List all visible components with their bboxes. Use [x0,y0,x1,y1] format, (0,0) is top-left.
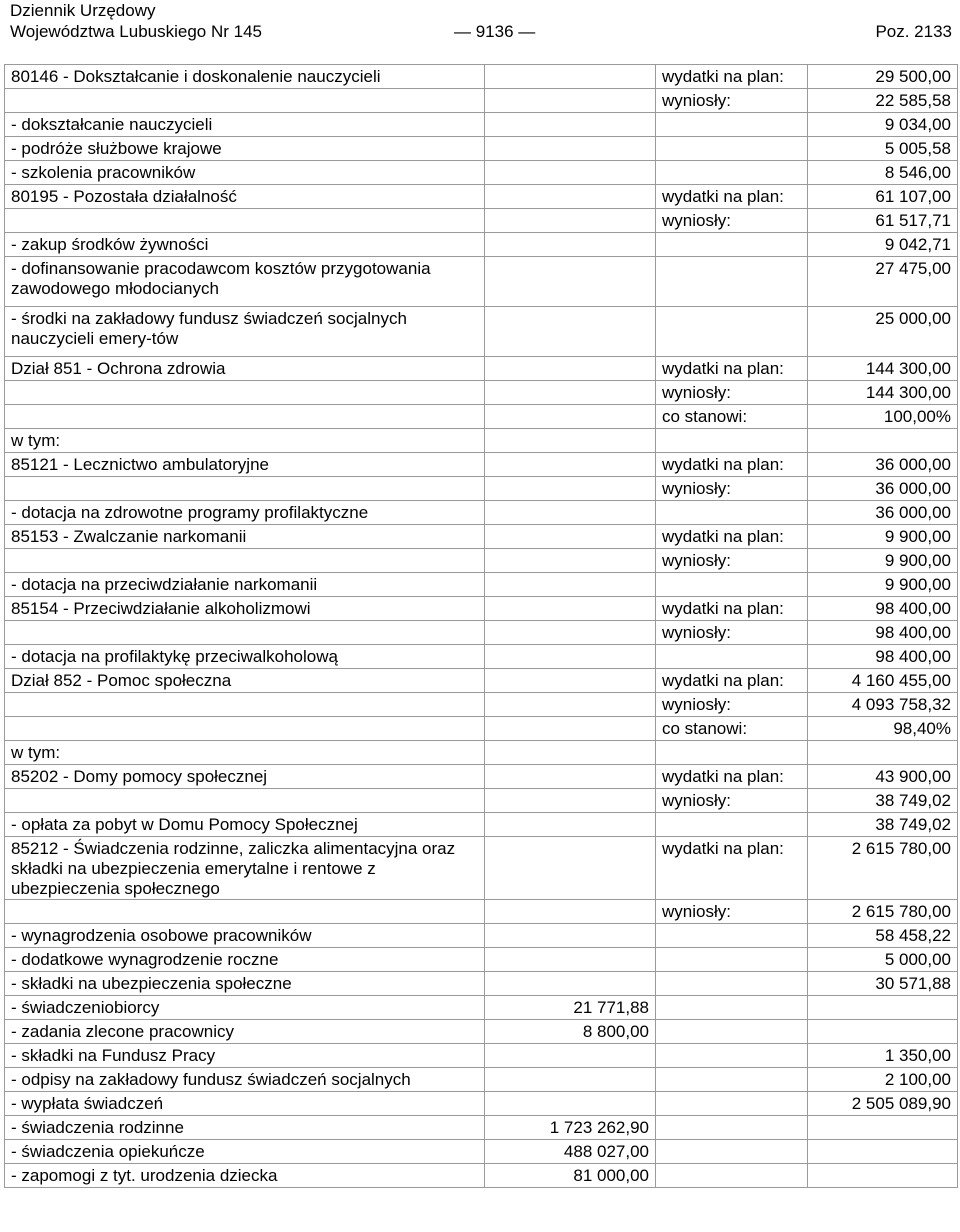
row-value: 2 100,00 [808,1068,958,1092]
table-row [5,1020,958,1044]
table-row [5,113,958,137]
row-description: - składki na ubezpieczenia społeczne [5,972,485,996]
row-description: 85154 - Przeciwdziałanie alkoholizmowi [5,597,485,621]
row-subvalue [485,549,656,573]
table-row [5,161,958,185]
row-label [656,1044,808,1068]
row-subvalue: 8 800,00 [485,1020,656,1044]
row-description [5,717,485,741]
row-description: Dział 852 - Pomoc społeczna [5,669,485,693]
table-row [5,429,958,453]
table-row [5,525,958,549]
row-label: wydatki na plan: [656,357,808,381]
row-label: wydatki na plan: [656,765,808,789]
row-label [656,741,808,765]
row-label: wyniosły: [656,381,808,405]
table-row [5,573,958,597]
row-value [808,996,958,1020]
row-value: 29 500,00 [808,65,958,89]
row-subvalue [485,924,656,948]
row-description [5,693,485,717]
table-row [5,789,958,813]
row-label [656,645,808,669]
row-label [656,137,808,161]
row-value: 61 107,00 [808,185,958,209]
row-label: wydatki na plan: [656,597,808,621]
row-subvalue [485,693,656,717]
table-row [5,65,958,89]
row-label: wydatki na plan: [656,185,808,209]
row-label [656,1068,808,1092]
row-description: - składki na Fundusz Pracy [5,1044,485,1068]
row-value [808,429,958,453]
position-number: Poz. 2133 [875,22,952,41]
row-label: co stanowi: [656,405,808,429]
table-row [5,307,958,357]
row-subvalue [485,741,656,765]
row-description: - dodatkowe wynagrodzenie roczne [5,948,485,972]
row-value: 4 160 455,00 [808,669,958,693]
row-description: - wynagrodzenia osobowe pracowników [5,924,485,948]
row-description: - wypłata świadczeń [5,1092,485,1116]
row-value: 43 900,00 [808,765,958,789]
row-value: 98 400,00 [808,645,958,669]
row-subvalue [485,1044,656,1068]
table-row [5,837,958,900]
row-value: 36 000,00 [808,501,958,525]
row-label: wyniosły: [656,549,808,573]
table-row [5,453,958,477]
budget-table [4,64,958,1188]
row-subvalue: 488 027,00 [485,1140,656,1164]
row-description: Dział 851 - Ochrona zdrowia [5,357,485,381]
row-description [5,477,485,501]
row-label: wydatki na plan: [656,453,808,477]
row-subvalue [485,837,656,900]
row-subvalue [485,597,656,621]
row-label [656,948,808,972]
row-value: 1 350,00 [808,1044,958,1068]
row-label [656,1092,808,1116]
row-label [656,501,808,525]
row-label [656,1140,808,1164]
row-label [656,113,808,137]
row-label [656,429,808,453]
row-value: 9 900,00 [808,549,958,573]
row-label [656,996,808,1020]
row-label [656,307,808,357]
row-description: - dofinansowanie pracodawcom kosztów przygotowania zawodowego młodocianych [5,257,485,307]
row-label: wyniosły: [656,900,808,924]
row-description: w tym: [5,429,485,453]
row-label: wydatki na plan: [656,837,808,900]
row-value: 61 517,71 [808,209,958,233]
row-label: wydatki na plan: [656,525,808,549]
row-subvalue [485,477,656,501]
row-value: 144 300,00 [808,381,958,405]
table-row [5,765,958,789]
row-label [656,1020,808,1044]
row-value: 98 400,00 [808,597,958,621]
row-subvalue [485,307,656,357]
table-row [5,924,958,948]
row-description [5,789,485,813]
row-description: - zadania zlecone pracownicy [5,1020,485,1044]
table-row [5,741,958,765]
table-row [5,996,958,1020]
row-subvalue [485,573,656,597]
row-subvalue [485,381,656,405]
row-subvalue: 1 723 262,90 [485,1116,656,1140]
row-subvalue [485,209,656,233]
row-label [656,972,808,996]
row-subvalue [485,429,656,453]
row-label: wyniosły: [656,89,808,113]
row-value: 5 005,58 [808,137,958,161]
row-description: 85121 - Lecznictwo ambulatoryjne [5,453,485,477]
page-header [10,0,952,42]
row-description: 85212 - Świadczenia rodzinne, zaliczka alimentacyjna oraz składki na ubezpieczenia emerytalne i rentowe z ubezpieczenia społecznego [5,837,485,900]
table-row [5,972,958,996]
table-row [5,257,958,307]
row-subvalue [485,137,656,161]
row-value: 2 615 780,00 [808,900,958,924]
row-subvalue [485,813,656,837]
row-subvalue [485,669,656,693]
row-subvalue [485,501,656,525]
row-description: - dotacja na profilaktykę przeciwalkoholową [5,645,485,669]
table-row [5,597,958,621]
row-description: - dotacja na przeciwdziałanie narkomanii [5,573,485,597]
row-subvalue [485,113,656,137]
table-row [5,717,958,741]
region-issue: Województwa Lubuskiego Nr 145 [10,22,262,41]
table-row [5,381,958,405]
table-row [5,1164,958,1188]
row-subvalue [485,948,656,972]
row-label: co stanowi: [656,717,808,741]
table-row [5,693,958,717]
row-description: 80195 - Pozostała działalność [5,185,485,209]
row-description: - odpisy na zakładowy fundusz świadczeń socjalnych [5,1068,485,1092]
row-description: - szkolenia pracowników [5,161,485,185]
table-row [5,233,958,257]
row-description: - zakup środków żywności [5,233,485,257]
row-subvalue [485,65,656,89]
table-row [5,948,958,972]
row-description [5,381,485,405]
row-description [5,89,485,113]
row-value: 22 585,58 [808,89,958,113]
row-subvalue [485,972,656,996]
row-label [656,161,808,185]
table-row [5,89,958,113]
row-description [5,549,485,573]
table-row [5,621,958,645]
row-value: 2 615 780,00 [808,837,958,900]
table-row [5,549,958,573]
row-subvalue [485,900,656,924]
row-description [5,209,485,233]
publication-title: Dziennik Urzędowy [10,1,156,20]
row-label: wyniosły: [656,477,808,501]
row-description: w tym: [5,741,485,765]
row-value: 5 000,00 [808,948,958,972]
row-value [808,1116,958,1140]
row-value: 36 000,00 [808,477,958,501]
row-description: - zapomogi z tyt. urodzenia dziecka [5,1164,485,1188]
budget-table-body [5,65,958,1188]
row-subvalue [485,233,656,257]
row-value: 98,40% [808,717,958,741]
row-label: wydatki na plan: [656,669,808,693]
row-label: wydatki na plan: [656,65,808,89]
row-description: - świadczenia rodzinne [5,1116,485,1140]
row-description: 80146 - Dokształcanie i doskonalenie nauczycieli [5,65,485,89]
table-row [5,1044,958,1068]
table-row [5,357,958,381]
row-value: 100,00% [808,405,958,429]
table-row [5,405,958,429]
table-row [5,1068,958,1092]
table-row [5,477,958,501]
row-subvalue [485,453,656,477]
row-description: 85153 - Zwalczanie narkomanii [5,525,485,549]
row-subvalue [485,1092,656,1116]
row-description: - świadczeniobiorcy [5,996,485,1020]
table-row [5,900,958,924]
row-label [656,573,808,597]
row-subvalue [485,161,656,185]
table-row [5,813,958,837]
row-description: - podróże służbowe krajowe [5,137,485,161]
row-description [5,621,485,645]
table-row [5,669,958,693]
row-description: - środki na zakładowy fundusz świadczeń socjalnych nauczycieli emery-tów [5,307,485,357]
row-description [5,405,485,429]
table-row [5,501,958,525]
row-description: - opłata za pobyt w Domu Pomocy Społecznej [5,813,485,837]
row-description [5,900,485,924]
row-value: 9 042,71 [808,233,958,257]
row-subvalue [485,185,656,209]
row-subvalue [485,405,656,429]
row-subvalue: 21 771,88 [485,996,656,1020]
row-value [808,1164,958,1188]
row-value: 38 749,02 [808,789,958,813]
row-subvalue: 81 000,00 [485,1164,656,1188]
row-description: 85202 - Domy pomocy społecznej [5,765,485,789]
row-label [656,1164,808,1188]
row-label [656,1116,808,1140]
row-value: 4 093 758,32 [808,693,958,717]
row-value: 36 000,00 [808,453,958,477]
row-value: 9 034,00 [808,113,958,137]
row-value: 2 505 089,90 [808,1092,958,1116]
row-subvalue [485,765,656,789]
row-value: 58 458,22 [808,924,958,948]
row-subvalue [485,257,656,307]
row-subvalue [485,89,656,113]
table-row [5,1140,958,1164]
row-description: - dokształcanie nauczycieli [5,113,485,137]
row-subvalue [485,621,656,645]
row-value: 9 900,00 [808,525,958,549]
row-value: 25 000,00 [808,307,958,357]
row-value: 27 475,00 [808,257,958,307]
table-row [5,209,958,233]
row-label: wyniosły: [656,209,808,233]
row-label [656,233,808,257]
row-label: wyniosły: [656,693,808,717]
row-label: wyniosły: [656,789,808,813]
row-value [808,1020,958,1044]
row-value [808,1140,958,1164]
row-description: - świadczenia opiekuńcze [5,1140,485,1164]
row-value: 144 300,00 [808,357,958,381]
row-value: 9 900,00 [808,573,958,597]
row-label [656,257,808,307]
row-label [656,924,808,948]
table-row [5,185,958,209]
row-subvalue [485,645,656,669]
row-subvalue [485,1068,656,1092]
table-row [5,1092,958,1116]
row-description: - dotacja na zdrowotne programy profilaktyczne [5,501,485,525]
row-subvalue [485,525,656,549]
row-subvalue [485,717,656,741]
row-value: 8 546,00 [808,161,958,185]
row-label [656,813,808,837]
row-value: 30 571,88 [808,972,958,996]
row-value [808,741,958,765]
table-row [5,137,958,161]
row-value: 38 749,02 [808,813,958,837]
table-row [5,645,958,669]
row-subvalue [485,357,656,381]
row-value: 98 400,00 [808,621,958,645]
row-subvalue [485,789,656,813]
table-row [5,1116,958,1140]
row-label: wyniosły: [656,621,808,645]
page-number: — 9136 — [454,22,536,41]
